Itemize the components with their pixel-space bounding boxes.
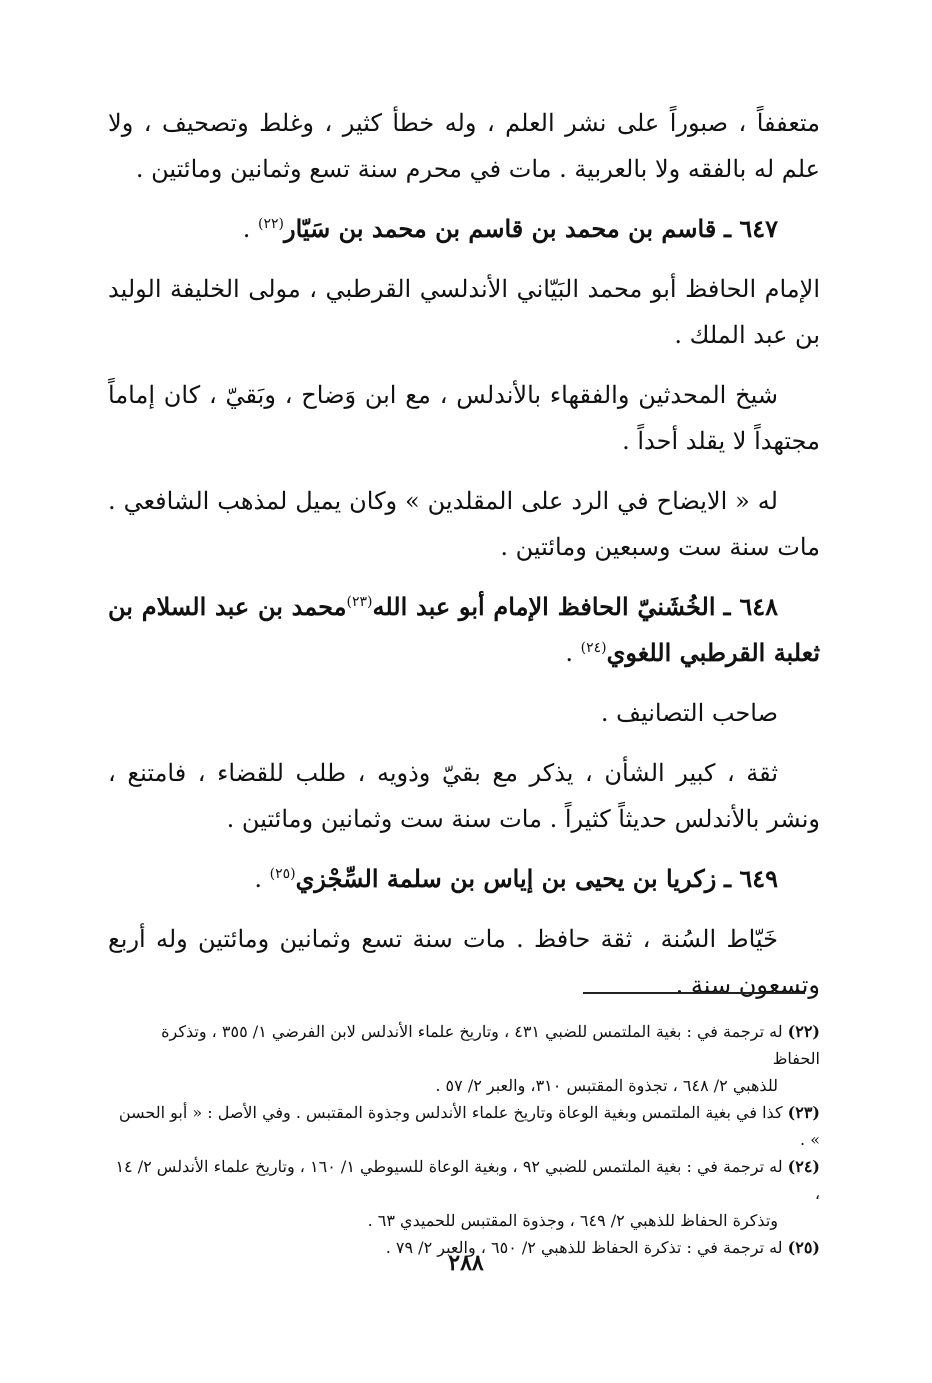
footnote-23 — [112, 1099, 820, 1153]
entry-649-name: زكريا بن يحيى بن إياس بن سلمة السِّجْزي — [295, 864, 717, 893]
entry-647-heading — [108, 206, 820, 252]
footnote-ref-22: (٢٢) — [258, 216, 285, 232]
entry-647-number: ٦٤٧ ـ — [723, 214, 778, 243]
footnote-22-number: (٢٢) — [787, 1022, 820, 1041]
paragraph-6: ثقة ، كبير الشأن ، يذكر مع بقيّ وذويه ، طلب للقضاء ، فامتنع ، ونشر بالأندلس حديثاً كثيراً . مات سنة ست وثمانين ومائتين . — [108, 759, 820, 833]
main-text — [108, 100, 820, 1022]
footnote-ref-25: (٢٥) — [269, 866, 296, 882]
footnote-ref-24: (٢٤) — [580, 640, 607, 656]
footnotes — [112, 1018, 820, 1261]
entry-647-name: قاسم بن محمد بن قاسم بن محمد بن سَيّار — [284, 214, 717, 243]
footnote-24-continuation: وتذكرة الحفاظ للذهبي ٢/ ٦٤٩ ، وجذوة المقتبس للحميدي ٦٣ . — [367, 1211, 778, 1230]
entry-648-heading — [108, 584, 820, 676]
entry-647-end: . — [242, 215, 259, 243]
entry-649-heading — [108, 856, 820, 902]
entry-648-name-a: الخُشَنيّ الحافظ الإمام أبو عبد الله — [372, 592, 716, 621]
paragraph-1: متعففاً ، صبوراً على نشر العلم ، وله خطأ كثير ، وغلط وتصحيف ، ولا علم له بالفقه ولا بالعربية . مات في محرم سنة تسع وثمانين ومائتين . — [108, 109, 820, 183]
paragraph-4: له « الايضاح في الرد على المقلدين » وكان يميل لمذهب الشافعي . مات سنة ست وسبعين ومائتين . — [108, 487, 820, 561]
footnote-23-line-1: كذا في بغية الملتمس وبغية الوعاة وتاريخ علماء الأندلس وجذوة المقتبس . وفي الأصل : « أبو الحسن » . — [118, 1103, 820, 1149]
entry-648-name-b: محمد بن عبد السلام بن ثعلبة القرطبي اللغوي — [108, 592, 820, 667]
page-number: ٢٨٨ — [448, 1250, 484, 1276]
footnote-22-continuation: للذهبي ٢/ ٦٤٨ ، تجذوة المقتبس ٣١٠، والعبر ٢/ ٥٧ . — [435, 1076, 778, 1095]
footnote-25-line-1: له ترجمة في : تذكرة الحفاظ للذهبي ٢/ ٦٥٠ ، والعبر ٢/ ٧٩ . — [385, 1238, 783, 1257]
footnote-24-line-1: له ترجمة في : بغية الملتمس للضبي ٩٢ ، وبغية الوعاة للسيوطي ١/ ١٦٠ ، وتاريخ علماء الأندلس ٢/ ١٤ ، — [115, 1157, 820, 1203]
footnote-25-number: (٢٥) — [787, 1238, 820, 1257]
entry-649-number: ٦٤٩ ـ — [723, 864, 778, 893]
paragraph-7: خَيّاط السُنة ، ثقة حافظ . مات سنة تسع وثمانين ومائتين وله أربع وتسعون سنة . — [108, 925, 820, 999]
footnote-ref-23: (٢٣) — [346, 594, 373, 610]
footnote-23-number: (٢٣) — [787, 1103, 820, 1122]
footnote-separator — [583, 992, 805, 994]
footnote-22 — [112, 1018, 820, 1072]
paragraph-2: الإمام الحافظ أبو محمد البَيّاني الأندلسي القرطبي ، مولى الخليفة الوليد بن عبد الملك . — [108, 275, 820, 349]
entry-648-end: . — [565, 639, 581, 667]
paragraph-5: صاحب التصانيف . — [600, 699, 778, 727]
footnote-24-number: (٢٤) — [787, 1157, 820, 1176]
entry-648-number: ٦٤٨ ـ — [723, 592, 778, 621]
footnote-24 — [112, 1153, 820, 1207]
paragraph-3: شيخ المحدثين والفقهاء بالأندلس ، مع ابن وَضاح ، وبَقيّ ، كان إماماً مجتهداً لا يقلد أحداً . — [108, 381, 820, 455]
entry-649-end: . — [254, 865, 270, 893]
footnote-22-line-1: له ترجمة في : بغية الملتمس للضبي ٤٣١ ، وتاريخ علماء الأندلس لابن الفرضي ١/ ٣٥٥ ، وتذكرة الحفاظ — [161, 1022, 820, 1068]
